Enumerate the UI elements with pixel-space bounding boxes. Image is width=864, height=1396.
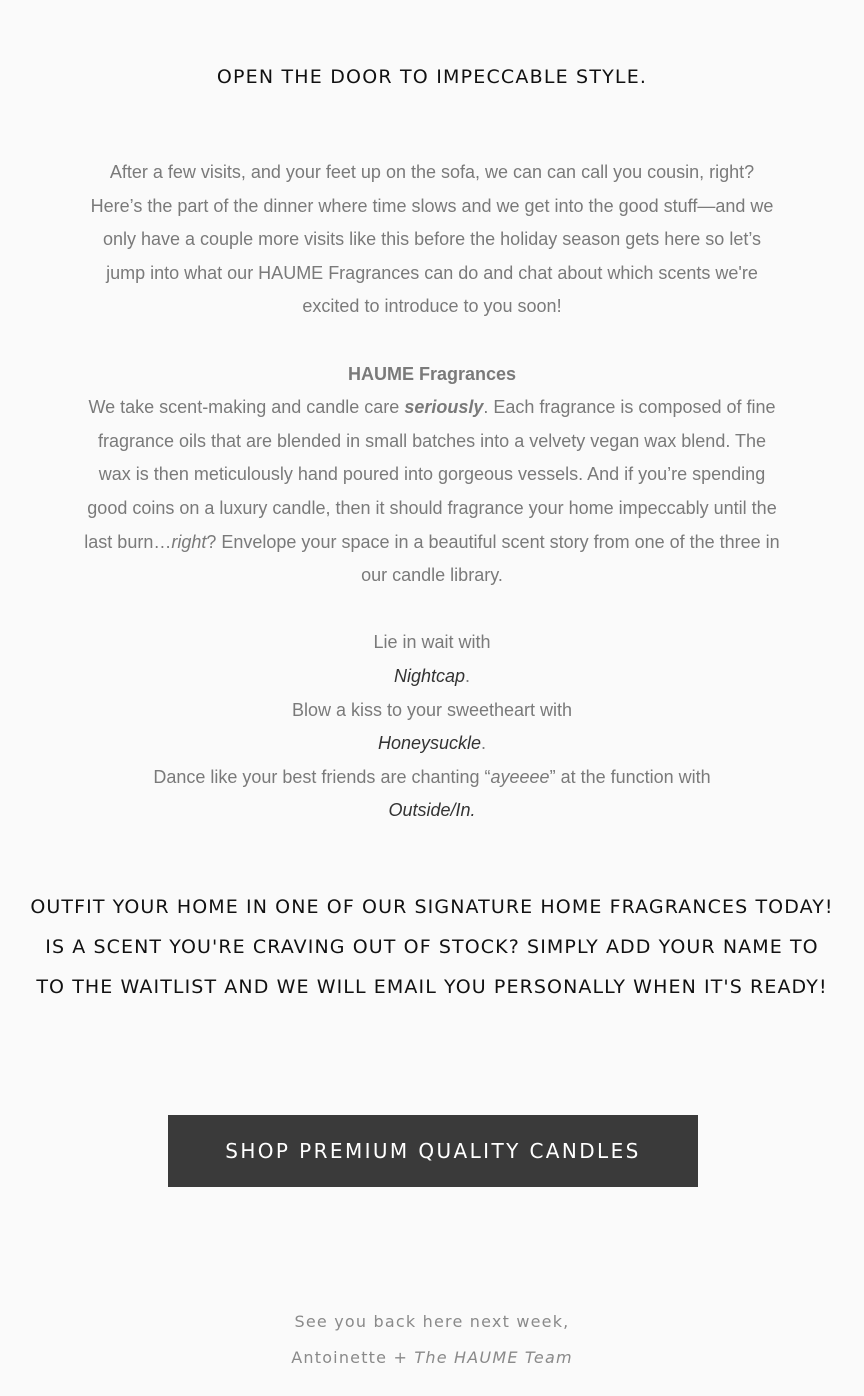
scent-nightcap — [84, 660, 780, 694]
spacer — [84, 324, 780, 358]
scent-end: . — [465, 665, 471, 686]
signoff-name: Antoinette — [291, 1348, 388, 1367]
cta-line-1: OUTFIT YOUR HOME IN ONE OF OUR SIGNATURE HOME FRAGRANCES TODAY! — [30, 896, 834, 918]
scent-outside-in — [84, 794, 780, 828]
signoff-signature — [0, 1340, 864, 1376]
signoff-line: See you back here next week, — [294, 1312, 570, 1331]
cta-section — [30, 887, 834, 1007]
signoff-team: The HAUME Team — [414, 1348, 573, 1367]
scent-lead-before: Dance like your best friends are chanting “ — [153, 766, 491, 787]
page-title: OPEN THE DOOR TO IMPECCABLE STYLE. — [216, 66, 648, 88]
intro-paragraph: After a few visits, and your feet up on the sofa, we can can call you cousin, right? Here’s the part of the dinner where time slows and we get into the good stuff—and we only have a couple more visits like this before the holiday season gets here so let’s jump into what our HAUME Fragrances can do and chat about which scents we're excited to introduce to you soon! — [90, 162, 774, 317]
emphasis-ayeeee: ayeeee — [490, 766, 550, 787]
fragrances-text-2: . Each fragrance is composed of fine fragrance oils that are blended in small batches into a velvety vegan wax blend. The wax is then meticulously hand poured into gorgeous vessels. And if you’re spending good coins on a luxury candle, then it should fragrance your home impeccably until the last burn… — [84, 397, 777, 552]
signoff — [0, 1304, 864, 1376]
scent-lead-after: ” at the function with — [549, 766, 711, 787]
spacer — [84, 593, 780, 627]
scent-honeysuckle — [84, 727, 780, 761]
fragrances-heading: HAUME Fragrances — [347, 363, 517, 384]
fragrances-paragraph — [84, 391, 780, 593]
shop-candles-button[interactable]: SHOP PREMIUM QUALITY CANDLES — [168, 1115, 698, 1187]
scent-lead-nightcap: Lie in wait with — [373, 632, 491, 653]
scent-lead-outside-in — [84, 761, 780, 795]
scent-name-honeysuckle: Honeysuckle — [377, 733, 482, 754]
emphasis-right: right — [171, 531, 207, 552]
signoff-connector: + — [387, 1348, 415, 1367]
scent-lead-honeysuckle: Blow a kiss to your sweetheart with — [291, 699, 573, 720]
fragrances-text-3: ? Envelope your space in a beautiful scent story from one of the three in our candle library. — [206, 531, 780, 586]
cta-line-2: IS A SCENT YOU'RE CRAVING OUT OF STOCK? SIMPLY ADD YOUR NAME TO TO THE WAITLIST AND WE WILL EMAIL YOU PERSONALLY WHEN IT'S READY! — [36, 936, 828, 998]
scent-name-outside-in: Outside/In. — [388, 800, 476, 821]
fragrances-text-1: We take scent-making and candle care — [88, 397, 405, 418]
scent-end: . — [481, 733, 487, 754]
emphasis-seriously: seriously — [404, 397, 484, 418]
scent-name-nightcap: Nightcap — [393, 665, 466, 686]
email-body — [84, 156, 780, 828]
